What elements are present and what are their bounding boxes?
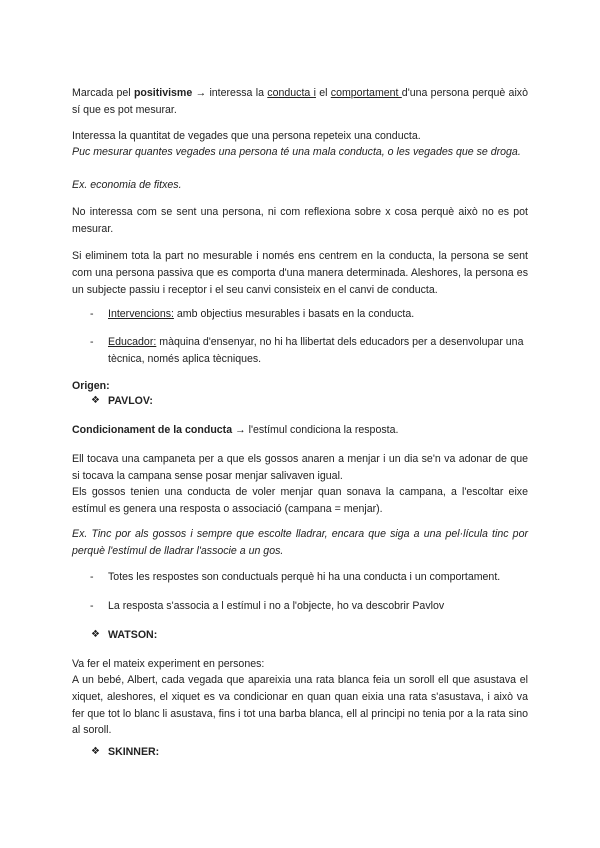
intro-paragraph <box>72 85 528 119</box>
watson-heading: WATSON: <box>108 629 158 641</box>
list-dash: - <box>90 336 94 348</box>
underlined-term: Educador: <box>108 336 157 348</box>
text-span: el <box>315 87 331 99</box>
underlined-term-comportament: comportament <box>330 87 402 99</box>
list-dash: - <box>90 600 94 612</box>
fear-example: Ex. Tinc por als gossos i sempre que escolte lladrar, encara que siga a una pel·lícula tinc por perquè l'estímul de lladrar l'associe a un gos. <box>72 528 528 557</box>
text-span: d'una persona perquè això sí que es pot mesurar. <box>72 87 528 116</box>
list-item-intervencions <box>108 306 528 323</box>
example-token-economy: Ex. economia de fitxes. <box>72 179 182 191</box>
text-span: Marcada pel <box>72 87 134 99</box>
list-item-educador <box>108 334 528 368</box>
passive-subject-paragraph: Si eliminem tota la part no mesurable i només ens centrem en la conducta, la persona se sent com una persona passiva que es comporta d'una manera determinada. Aleshores, la persona es un subjecte passiu i receptor i el seu canvi consisteix en el canvi de conducta. <box>72 250 528 296</box>
skinner-heading: SKINNER: <box>108 746 160 758</box>
list-item-responses: Totes les respostes son conductuals perquè hi ha una conducta i un comportament. <box>108 571 501 583</box>
list-dash: - <box>90 571 94 583</box>
text-span: → interessa la <box>192 87 268 99</box>
feelings-paragraph: No interessa com se sent una persona, ni com reflexiona sobre x cosa perquè això no es pot mesurar. <box>72 206 528 235</box>
diamond-bullet-icon: ❖ <box>91 746 100 757</box>
watson-intro: Va fer el mateix experiment en persones: <box>72 658 265 670</box>
quantity-line: Interessa la quantitat de vegades que una persona repeteix una conducta. <box>72 130 421 142</box>
list-text: màquina d'ensenyar, no hi ha llibertat dels educadors per a desenvolupar una tècnica, només aplica tècniques. <box>108 336 524 365</box>
diamond-bullet-icon: ❖ <box>91 395 100 406</box>
underlined-term-conducta: conducta <box>267 87 314 99</box>
conditioning-heading <box>72 422 528 439</box>
text-span: → l'estímul condiciona la resposta. <box>232 424 399 436</box>
albert-paragraph: A un bebé, Albert, cada vegada que apareixia una rata blanca feia un soroll ell que asustava el xiquet, aleshores, el xiquet es va condicionar en quan quan eixia una rata s'asustava, i això va fer que tot lo blanc li asustava, fins i tot una barba blanca, ell al principi no tenia por a la rata sino al soroll. <box>72 674 528 737</box>
bell-paragraph: Ell tocava una campaneta per a que els gossos anaren a menjar i un dia se'n va adonar de que si tocava la campana sense posar menjar salivaven igual. <box>72 453 528 482</box>
diamond-bullet-icon: ❖ <box>91 629 100 640</box>
list-dash: - <box>90 308 94 320</box>
bold-term-positivisme: positivisme <box>133 87 193 99</box>
origen-heading: Origen: <box>72 380 110 392</box>
pavlov-heading: PAVLOV: <box>108 395 153 407</box>
bold-term-conditioning: Condicionament de la conducta <box>72 424 233 436</box>
list-text: amb objectius mesurables i basats en la conducta. <box>173 308 415 320</box>
example-drug-line: Puc mesurar quantes vegades una persona té una mala conducta, o les vegades que se droga. <box>72 146 521 158</box>
list-item-association: La resposta s'associa a l estímul i no a l'objecte, ho va descobrir Pavlov <box>108 600 445 612</box>
underlined-term-i: i <box>313 87 316 99</box>
dogs-paragraph: Els gossos tenien una conducta de voler menjar quan sonava la campana, a l'escoltar eixe estímul es genera una resposta o associació (campana = menjar). <box>72 486 528 515</box>
underlined-term: Intervencions: <box>108 308 174 320</box>
